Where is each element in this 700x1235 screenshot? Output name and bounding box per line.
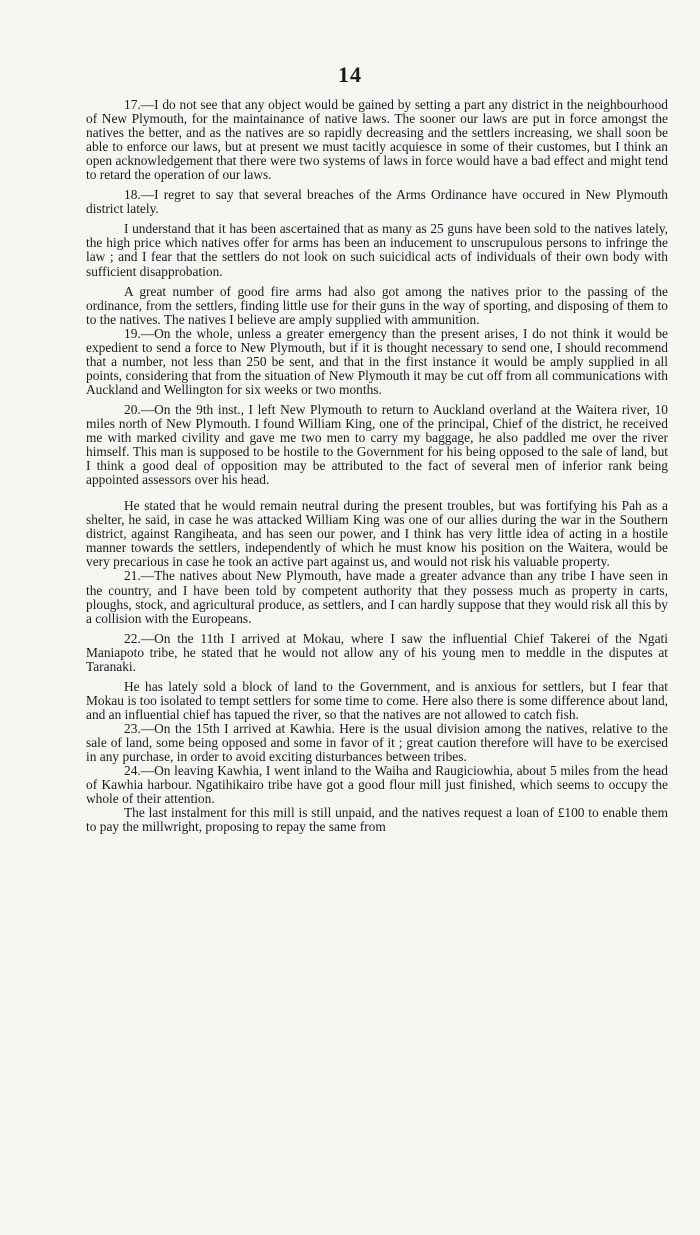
- paragraph-19: 19.—On the whole, unless a greater emergency than the present arises, I do not think it would be expedient to send a force to New Plymouth, but if it is thought necessary to send one, I should recommend that a number, not less than 250 be sent, and that in the first instance it would be amply supplied in all points, considering that from the situation of New Plymouth it may be cut off from all communications with Auckland and Wellington for six weeks or two months.: [86, 325, 668, 397]
- paragraph-23: 23.—On the 15th I arrived at Kawhia. Here is the usual division among the natives, relative to the sale of land, some being opposed and some in favor of it ; great caution therefore will have to be exercised in any purchase, in order to avoid exciting disturbances between tribes.: [86, 720, 668, 765]
- paragraph-18-fire-arms: A great number of good fire arms had also got among the natives prior to the passing of the ordinance, from the settlers, finding little use for their guns in the way of sporting, and disposing of them to to the natives. The natives I believe are amply supplied with ammunition.: [86, 283, 668, 327]
- paragraph-24: 24.—On leaving Kawhia, I went inland to the Waiha and Raugiciowhia, about 5 miles from the head of Kawhia harbour. Ngatihikairo tribe have got a good flour mill just finished, which seems to occupy the whole of their attention.: [86, 763, 668, 807]
- paragraph-20-neutral: He stated that he would remain neutral during the present troubles, but was fortifying his Pah as a shelter, he said, in case he was attacked William King was one of our allies during the war in the Southern district, against Rangiheata, and has seen our power, and I think has very little idea of acting in a hostile manner towards the settlers, independently of which he must know his position on the Waitera, would be very precarious in case he took an active part against us, and would not risk his valuable property.: [86, 498, 668, 570]
- paragraph-17: 17.—I do not see that any object would be gained by setting a part any district in the neighbourhood of New Plymouth, for the maintainance of native laws. The sooner our laws are put in force amongst the natives the better, and as the natives are so rapidly decreasing and the settlers increasing, we shall soon be able to enforce our laws, but at present we must tacitly acquiesce in some of their customes, but I think an open acknowledgement that there were two systems of laws in force would have a bad effect and might tend to retard the operation of our laws.: [86, 97, 668, 183]
- page-number: 14: [338, 62, 362, 87]
- paragraph-18: 18.—I regret to say that several breaches of the Arms Ordinance have occured in New Plymouth district lately.: [86, 187, 668, 217]
- paragraph-24-mill: The last instalment for this mill is still unpaid, and the natives request a loan of £100 to enable them to pay the millwright, proposing to repay the same from: [86, 805, 668, 835]
- paragraph-18-guns: I understand that it has been ascertained that as many as 25 guns have been sold to the natives lately, the high price which natives offer for arms has been an inducement to unscrupulous persons to infringe the law ; and I fear that the settlers do not look on such suicidical acts of individuals of their own body with sufficient disapprobation.: [86, 221, 668, 279]
- paragraph-21: 21.—The natives about New Plymouth, have made a greater advance than any tribe I have seen in the country, and I have been told by competent authority that they possess much as property in carts, ploughs, stock, and agricultural produce, as settlers, and I can hardly suppose that they would risk all this by a collision with the Europeans.: [86, 568, 668, 626]
- paragraph-20: 20.—On the 9th inst., I left New Plymouth to return to Auckland overland at the Waitera river, 10 miles north of New Plymouth. I found William King, one of the principal, Chief of the district, he received me with marked civility and gave me two men to carry my baggage, he also paddled me over the river himself. This man is supposed to be hostile to the Government for his being opposed to the sale of land, but I think a good deal of opposition may be attributed to the fact of several men of inferior rank being appointed assessors over his head.: [86, 401, 668, 488]
- body-text: [86, 98, 668, 834]
- paragraph-22-mokau: He has lately sold a block of land to the Government, and is anxious for settlers, but I fear that Mokau is too isolated to tempt settlers for some time to come. Here also there is some difference about land, and an influential chief has tapued the river, so that the natives are not allowed to catch fish.: [86, 678, 668, 722]
- paragraph-22: 22.—On the 11th I arrived at Mokau, where I saw the influential Chief Takerei of the Ngati Maniapoto tribe, he stated that he would not allow any of his young men to meddle in the disputes at Taranaki.: [86, 630, 668, 674]
